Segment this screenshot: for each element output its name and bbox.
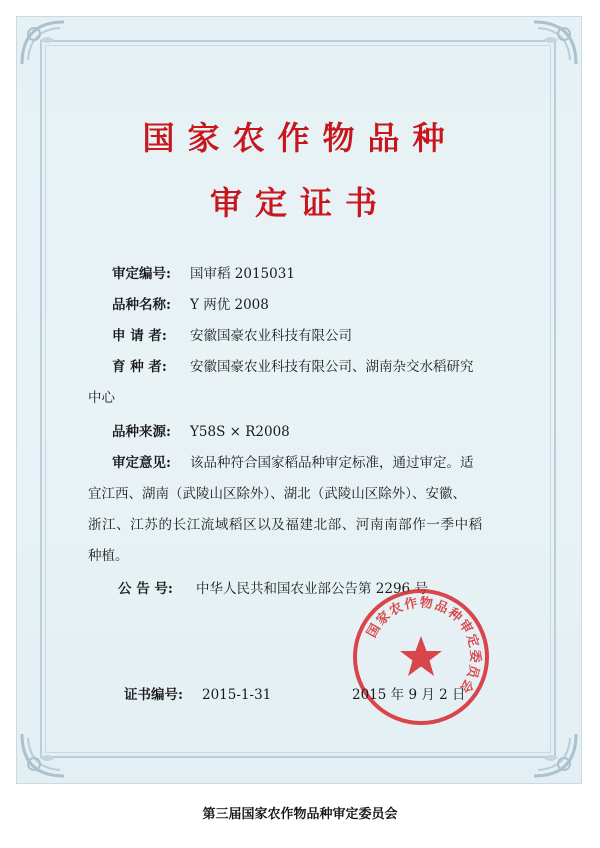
cert-no-value: 2015-1-31 — [202, 687, 272, 703]
source-value: Y58S × R2008 — [190, 424, 290, 440]
opinion-label: 审定意见: — [112, 455, 171, 471]
certificate-title-line1: 国家农作物品种 — [142, 119, 458, 157]
cert-no-label: 证书编号: — [124, 687, 183, 703]
breeder-label: 育 种 者: — [112, 359, 167, 375]
corner-ornament-icon — [20, 20, 66, 66]
opinion-value-line2: 宜江西、湖南（武陵山区除外）、湖北（武陵山区除外）、安徽、 — [88, 486, 466, 502]
corner-ornament-icon — [20, 732, 66, 778]
issuer-name: 第三届国家农作物品种审定委员会 — [202, 807, 398, 822]
breeder-value-continued: 中心 — [88, 390, 115, 406]
official-seal — [350, 586, 492, 728]
seal-text: 国家农作物品种审定委员会 — [364, 595, 483, 697]
issue-date: 2015 年 9 月 2 日 — [352, 687, 466, 703]
certificate-title-line2: 审定证书 — [209, 184, 390, 222]
opinion-row — [112, 451, 474, 471]
announcement-value: 中华人民共和国农业部公告第 2296 号 — [196, 581, 428, 597]
corner-ornament-icon — [532, 20, 578, 66]
variety-name-row — [112, 293, 269, 313]
approval-no-label: 审定编号: — [112, 266, 171, 282]
corner-ornament-icon — [532, 732, 578, 778]
applicant-row — [112, 324, 352, 344]
applicant-label: 申 请 者: — [112, 328, 167, 344]
approval-no-value: 国审稻 2015031 — [190, 266, 295, 282]
opinion-value-line3: 浙江、江苏的长江流域稻区以及福建北部、河南南部作一季中稻 — [88, 517, 483, 533]
applicant-value: 安徽国豪农业科技有限公司 — [190, 328, 352, 344]
source-label: 品种来源: — [112, 424, 171, 440]
approval-no-row — [112, 262, 295, 282]
breeder-value: 安徽国豪农业科技有限公司、湖南杂交水稻研究 — [190, 359, 474, 375]
source-row — [112, 420, 290, 440]
seal-star-icon — [400, 636, 442, 676]
opinion-value-line4: 种植。 — [88, 548, 129, 564]
announcement-label: 公 告 号: — [118, 581, 173, 597]
variety-name-value: Y 两优 2008 — [190, 297, 269, 313]
variety-name-label: 品种名称: — [112, 297, 171, 313]
cert-no-row — [124, 683, 271, 703]
breeder-row — [112, 355, 474, 375]
opinion-value: 该品种符合国家稻品种审定标准，通过审定。适 — [190, 455, 474, 471]
